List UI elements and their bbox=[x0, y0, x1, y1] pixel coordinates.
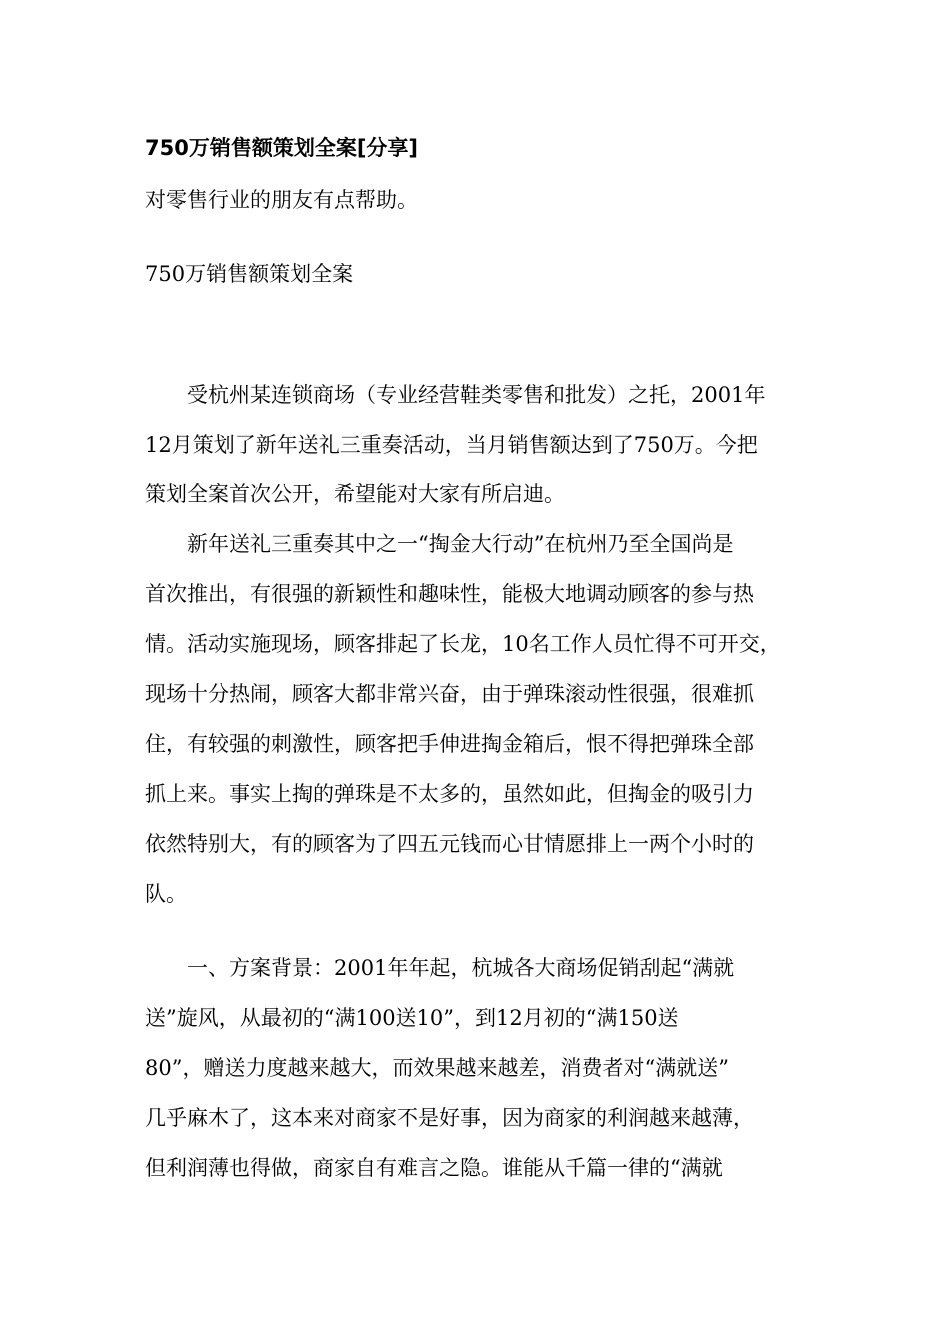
paragraph-2-line: 住，有较强的刺激性，顾客把手伸进掏金箱后，恨不得把弹珠全部 bbox=[145, 732, 754, 756]
intro-line: 对零售行业的朋友有点帮助。 bbox=[145, 188, 418, 212]
paragraph-2-line: 新年送礼三重奏其中之一“掏金大行动”在杭州乃至全国尚是 bbox=[187, 532, 734, 556]
document-subtitle: 750万销售额策划全案 bbox=[145, 262, 354, 286]
paragraph-3-line: 一、方案背景：2001年年起，杭城各大商场促销刮起“满就 bbox=[187, 956, 735, 980]
paragraph-2-line: 现场十分热闹，顾客大都非常兴奋，由于弹珠滚动性很强，很难抓 bbox=[145, 682, 754, 706]
paragraph-3-line: 80”，赠送力度越来越大，而效果越来越差，消费者对“满就送” bbox=[145, 1056, 729, 1080]
paragraph-1-line: 策划全案首次公开，希望能对大家有所启迪。 bbox=[145, 482, 565, 506]
paragraph-2-line: 首次推出，有很强的新颖性和趣味性，能极大地调动顾客的参与热 bbox=[145, 582, 754, 606]
paragraph-2-line: 抓上来。事实上掏的弹珠是不太多的，虽然如此，但掏金的吸引力 bbox=[145, 782, 754, 806]
paragraph-2-line: 队。 bbox=[145, 882, 187, 906]
paragraph-3-line: 但利润薄也得做，商家自有难言之隐。谁能从千篇一律的“满就 bbox=[145, 1156, 723, 1180]
document-title: 750万销售额策划全案[分享] bbox=[145, 136, 419, 160]
paragraph-2-line: 依然特别大，有的顾客为了四五元钱而心甘情愿排上一两个小时的 bbox=[145, 832, 754, 856]
paragraph-1-line: 受杭州某连锁商场（专业经营鞋类零售和批发）之托，2001年 bbox=[187, 383, 766, 407]
paragraph-2-line: 情。活动实施现场，顾客排起了长龙，10名工作人员忙得不可开交， bbox=[145, 632, 781, 656]
paragraph-1-line: 12月策划了新年送礼三重奏活动，当月销售额达到了750万。今把 bbox=[145, 433, 758, 457]
paragraph-3-line: 几乎麻木了，这本来对商家不是好事，因为商家的利润越来越薄， bbox=[145, 1106, 754, 1130]
paragraph-3-line: 送”旋风，从最初的“满100送10”，到12月初的“满150送 bbox=[145, 1006, 679, 1030]
